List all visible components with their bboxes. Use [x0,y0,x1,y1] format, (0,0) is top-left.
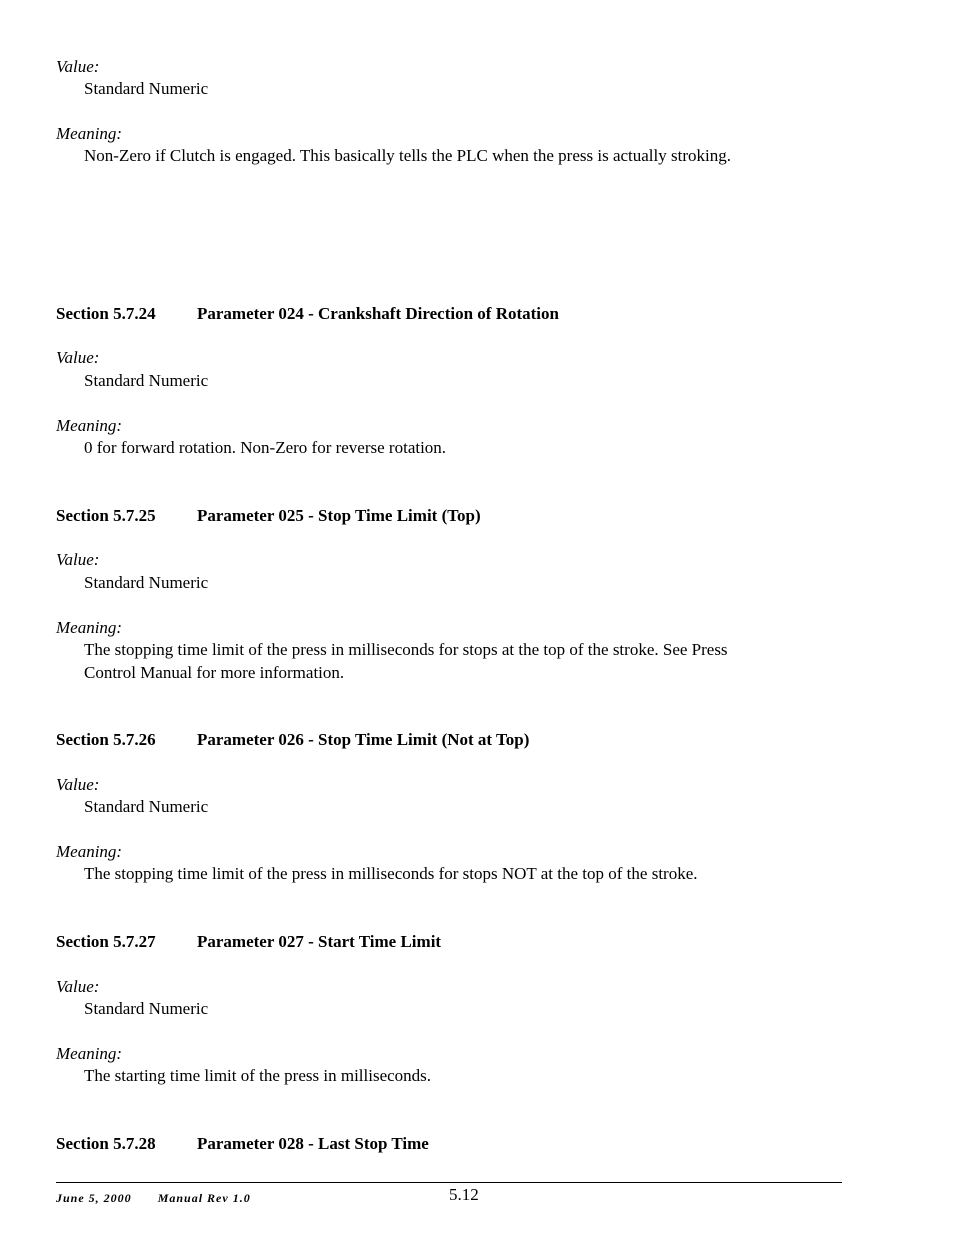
footer-date: June 5, 2000 [56,1191,132,1205]
value-text: Standard Numeric [84,573,209,592]
meaning-label: Meaning: [56,416,123,435]
meaning-label: Meaning: [56,618,123,637]
section-title: Parameter 028 - Last Stop Time [197,1134,429,1153]
section-heading [56,302,559,325]
meaning-label: Meaning: [56,842,123,861]
meaning-text: 0 for forward rotation. Non-Zero for reverse rotation. [84,438,447,457]
section-heading [56,1132,429,1155]
section-title: Parameter 024 - Crankshaft Direction of Rotation [197,304,559,323]
section-title: Parameter 025 - Stop Time Limit (Top) [197,506,481,525]
section-heading [56,504,481,527]
section-title: Parameter 026 - Stop Time Limit (Not at Top) [197,730,530,749]
meaning-text: The stopping time limit of the press in milliseconds for stops at the top of the stroke. See Press [84,640,728,659]
section-number: Section 5.7.28 [56,1134,156,1153]
section-number: Section 5.7.27 [56,932,156,951]
value-text: Standard Numeric [84,999,209,1018]
value-label: Value: [56,348,100,367]
meaning-text: Non-Zero if Clutch is engaged. This basically tells the PLC when the press is actually stroking. [84,146,731,165]
section-number: Section 5.7.24 [56,304,156,323]
meaning-text: The starting time limit of the press in milliseconds. [84,1066,432,1085]
value-label: Value: [56,775,100,794]
value-label: Value: [56,57,100,76]
page-number: 5.12 [449,1185,479,1204]
value-label: Value: [56,977,100,996]
value-text: Standard Numeric [84,371,209,390]
footer-info [56,1187,251,1210]
meaning-label: Meaning: [56,124,123,143]
section-number: Section 5.7.25 [56,506,156,525]
value-label: Value: [56,550,100,569]
section-heading [56,728,529,751]
meaning-label: Meaning: [56,1044,123,1063]
section-number: Section 5.7.26 [56,730,156,749]
footer-revision: Manual Rev 1.0 [157,1191,251,1205]
value-text: Standard Numeric [84,797,209,816]
meaning-text: Control Manual for more information. [84,663,345,682]
section-heading [56,930,441,953]
value-text: Standard Numeric [84,79,209,98]
meaning-text: The stopping time limit of the press in milliseconds for stops NOT at the top of the stroke. [84,864,698,883]
section-title: Parameter 027 - Start Time Limit [197,932,442,951]
